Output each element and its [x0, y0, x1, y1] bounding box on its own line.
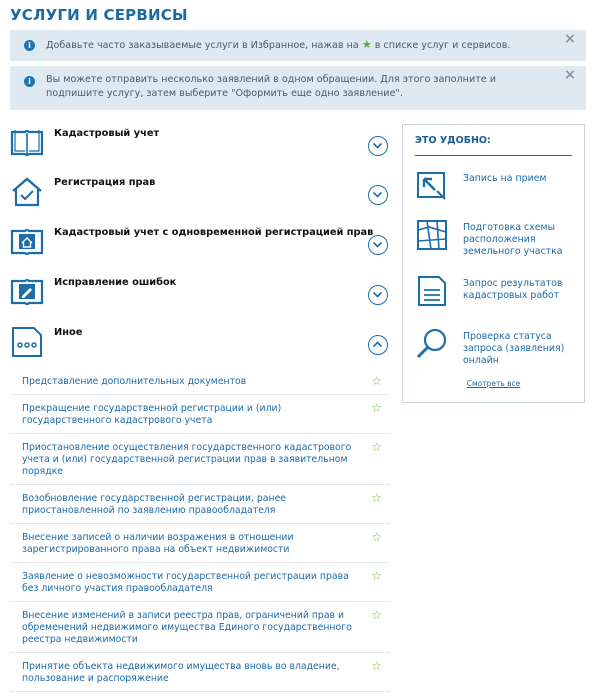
- star-outline-icon[interactable]: ☆: [371, 569, 382, 583]
- sidebar-item-cadastral-results[interactable]: [415, 274, 575, 318]
- notice-text: Добавьте часто заказываемые услуги в Избранное, нажав на ★ в списке услуг и сервисов.: [46, 38, 511, 51]
- category-other[interactable]: [10, 325, 390, 367]
- convenient-sidebar: [402, 124, 585, 403]
- sidebar-item-label: Проверка статуса запроса (заявления) онлайн: [463, 331, 565, 366]
- see-all-link[interactable]: Смотреть все: [466, 379, 521, 388]
- list-item[interactable]: Заявление о невозможности государственной регистрации права без личного участия правообладателя ☆: [10, 563, 390, 602]
- favorites-notice: [10, 30, 586, 61]
- category-cadastral-with-rights[interactable]: [10, 225, 390, 267]
- book-pencil-icon: [10, 275, 44, 309]
- calendar-cursor-icon: [415, 169, 449, 203]
- multiple-requests-notice: [10, 66, 586, 110]
- category-label: Иное: [54, 327, 83, 338]
- list-item[interactable]: Прекращение государственной регистрации и (или) государственного кадастрового учета ☆: [10, 395, 390, 434]
- sidebar-item-appointment[interactable]: [415, 169, 575, 213]
- book-house-icon: [10, 225, 44, 259]
- sidebar-item-land-plot-scheme[interactable]: [415, 218, 575, 262]
- sidebar-item-status-check[interactable]: [415, 327, 575, 371]
- notice-text: Вы можете отправить несколько заявлений в одном обращении. Для этого заполните и подпишите услугу, затем выберите "Оформить еще одно заявление".: [46, 74, 496, 99]
- star-outline-icon[interactable]: ☆: [371, 491, 382, 505]
- list-item[interactable]: Принятие объекта недвижимого имущества вновь во владение, пользование и распоряжение ☆: [10, 653, 390, 692]
- category-label: Кадастровый учет с одновременной регистрацией прав: [54, 227, 374, 238]
- list-item[interactable]: Внесение записей о наличии возражения в отношении зарегистрированного права на объект недвижимости ☆: [10, 524, 390, 563]
- star-outline-icon[interactable]: ☆: [371, 608, 382, 622]
- chevron-down-icon[interactable]: [368, 285, 388, 305]
- star-outline-icon[interactable]: ☆: [371, 401, 382, 415]
- star-outline-icon[interactable]: ☆: [371, 659, 382, 673]
- category-rights-registration[interactable]: [10, 175, 390, 217]
- close-icon[interactable]: ×: [564, 31, 576, 47]
- sidebar-item-label: Запрос результатов кадастровых работ: [463, 278, 563, 301]
- page-title: УСЛУГИ И СЕРВИСЫ: [10, 6, 188, 24]
- chevron-down-icon[interactable]: [368, 235, 388, 255]
- document-lines-icon: [415, 274, 449, 308]
- open-book-icon: [10, 126, 44, 160]
- sidebar-item-label: Подготовка схемы расположения земельного участка: [463, 222, 563, 257]
- star-outline-icon[interactable]: ☆: [371, 530, 382, 544]
- list-item[interactable]: Приостановление осуществления государственного кадастрового учета и (или) государственной регистрации прав в заявительном порядке ☆: [10, 434, 390, 485]
- category-label: Регистрация прав: [54, 177, 156, 188]
- info-icon: i: [24, 76, 35, 87]
- category-error-correction[interactable]: [10, 275, 390, 317]
- house-check-icon: [10, 175, 44, 209]
- close-icon[interactable]: ×: [564, 67, 576, 83]
- chevron-down-icon[interactable]: [368, 136, 388, 156]
- star-icon: ★: [361, 38, 372, 51]
- land-plot-map-icon: [415, 218, 449, 252]
- divider: [415, 155, 572, 156]
- sidebar-item-label: Запись на прием: [463, 173, 547, 184]
- list-item[interactable]: Внесение изменений в записи реестра прав, ограничений прав и обременений недвижимого имущества Единого государственного реестра недвижимости ☆: [10, 602, 390, 653]
- dots-box-icon: [10, 325, 44, 359]
- sidebar-title: ЭТО УДОБНО:: [415, 135, 491, 146]
- star-outline-icon[interactable]: ☆: [371, 440, 382, 454]
- magnifier-icon: [415, 327, 449, 361]
- chevron-up-icon[interactable]: [368, 335, 388, 355]
- info-icon: i: [24, 40, 35, 51]
- category-label: Исправление ошибок: [54, 277, 177, 288]
- service-list: [10, 368, 390, 692]
- list-item[interactable]: Возобновление государственной регистрации, ранее приостановленной по заявлению правообладателя ☆: [10, 485, 390, 524]
- list-item[interactable]: Представление дополнительных документов ☆: [10, 368, 390, 395]
- chevron-down-icon[interactable]: [368, 185, 388, 205]
- category-label: Кадастровый учет: [54, 128, 160, 139]
- star-outline-icon[interactable]: ☆: [371, 374, 382, 388]
- category-cadastral-registration[interactable]: [10, 126, 390, 168]
